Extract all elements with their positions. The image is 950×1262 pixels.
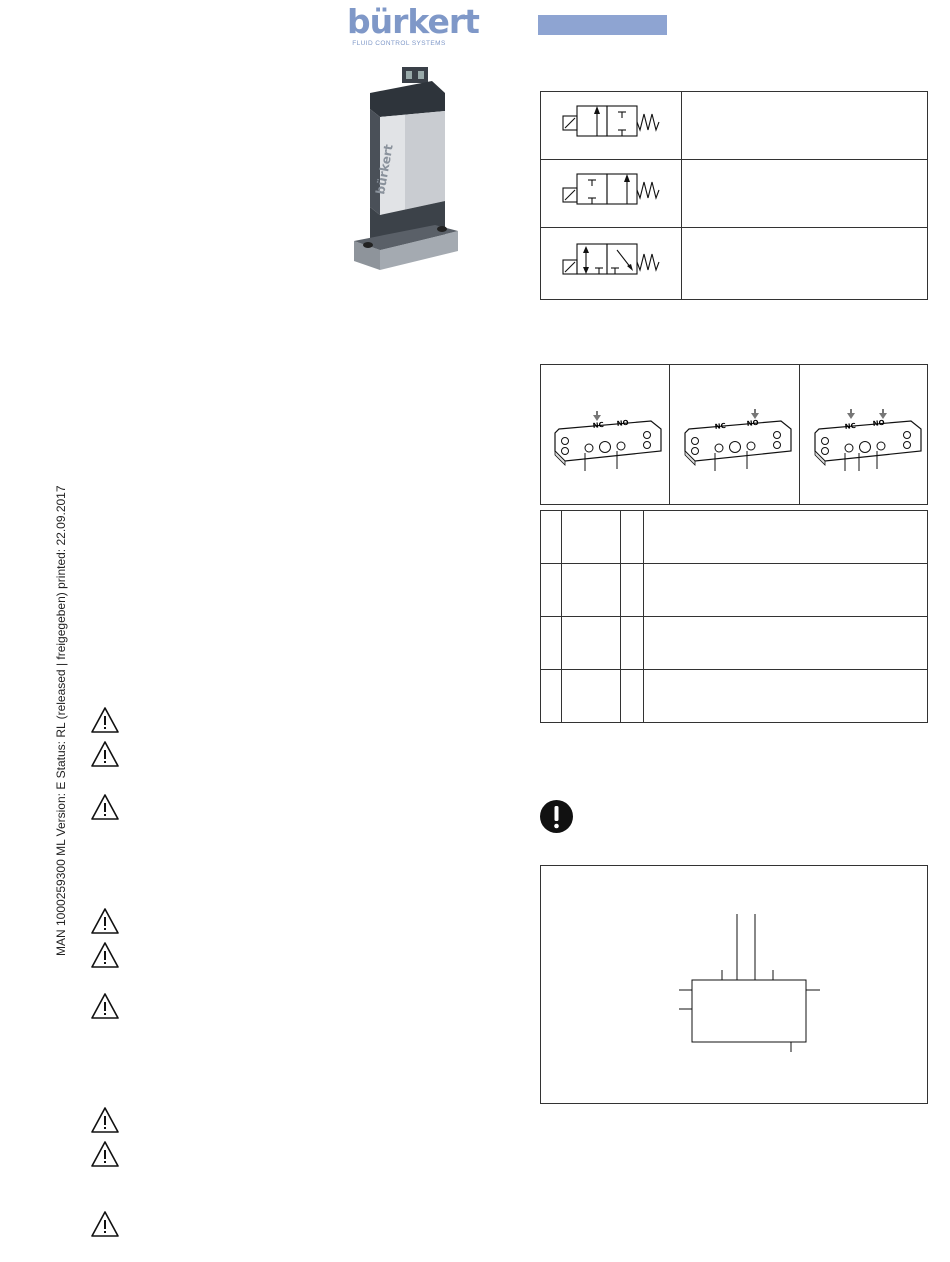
photo-body-text: bürkert	[373, 143, 396, 196]
table-cell	[621, 511, 644, 564]
dimension-drawing	[541, 866, 927, 1103]
exclamation-circle-icon	[539, 799, 574, 834]
port-label-no: NO	[746, 418, 759, 428]
port-layout-panel	[540, 364, 928, 505]
port-plate-diagram-2	[677, 403, 795, 483]
port-table	[540, 510, 928, 723]
table-cell	[562, 564, 621, 617]
table-cell	[562, 670, 621, 723]
section-heading-bar	[538, 15, 667, 35]
warning-triangle-icon	[90, 907, 120, 935]
port-label-nc: NC	[844, 421, 857, 431]
logo-tagline: FLUID CONTROL SYSTEMS	[352, 40, 446, 47]
table-row	[541, 564, 928, 617]
divider	[799, 365, 800, 504]
warning-triangle-icon	[90, 793, 120, 821]
dimension-drawing-panel	[540, 865, 928, 1104]
table-row	[541, 92, 928, 160]
warning-triangle-icon	[90, 1140, 120, 1168]
valve-symbol-nc	[541, 92, 682, 160]
valve-symbol-universal	[541, 228, 682, 300]
table-cell	[644, 564, 928, 617]
table-cell	[541, 564, 562, 617]
table-cell	[541, 511, 562, 564]
valve-description-cell	[682, 92, 928, 160]
logo-word: bürkert	[347, 2, 479, 41]
warning-triangle-icon	[90, 1210, 120, 1238]
document-status-sidebar: MAN 1000259300 ML Version: E Status: RL (released | freigegeben) printed: 22.09.2017	[54, 485, 68, 956]
table-cell	[644, 511, 928, 564]
valve-description-cell	[682, 160, 928, 228]
port-label-no: NO	[616, 418, 629, 428]
table-cell	[562, 617, 621, 670]
table-row	[541, 228, 928, 300]
table-row	[541, 670, 928, 723]
table-cell	[541, 670, 562, 723]
table-row	[541, 160, 928, 228]
valve-symbol-universal-icon	[541, 228, 679, 294]
port-label-nc: NC	[592, 420, 605, 430]
port-label-no: NO	[872, 418, 885, 428]
valve-symbol-table	[540, 91, 928, 300]
table-cell	[644, 617, 928, 670]
table-row	[541, 617, 928, 670]
valve-description-cell	[682, 228, 928, 300]
warning-triangle-icon	[90, 992, 120, 1020]
table-cell	[621, 564, 644, 617]
table-row	[541, 511, 928, 564]
product-photo	[350, 65, 460, 280]
warning-triangle-icon	[90, 706, 120, 734]
table-cell	[562, 511, 621, 564]
valve-symbol-no	[541, 160, 682, 228]
warning-triangle-icon	[90, 740, 120, 768]
table-cell	[644, 670, 928, 723]
table-cell	[541, 617, 562, 670]
valve-symbol-nc-icon	[541, 92, 679, 154]
divider	[669, 365, 670, 504]
warning-triangle-icon	[90, 1106, 120, 1134]
port-plate-diagram-1	[547, 403, 665, 483]
warning-triangle-icon	[90, 941, 120, 969]
port-label-nc: NC	[714, 421, 727, 431]
table-cell	[621, 670, 644, 723]
burkert-logo	[347, 2, 479, 49]
port-plate-diagram-3	[807, 403, 925, 483]
table-cell	[621, 617, 644, 670]
valve-symbol-no-icon	[541, 160, 679, 222]
